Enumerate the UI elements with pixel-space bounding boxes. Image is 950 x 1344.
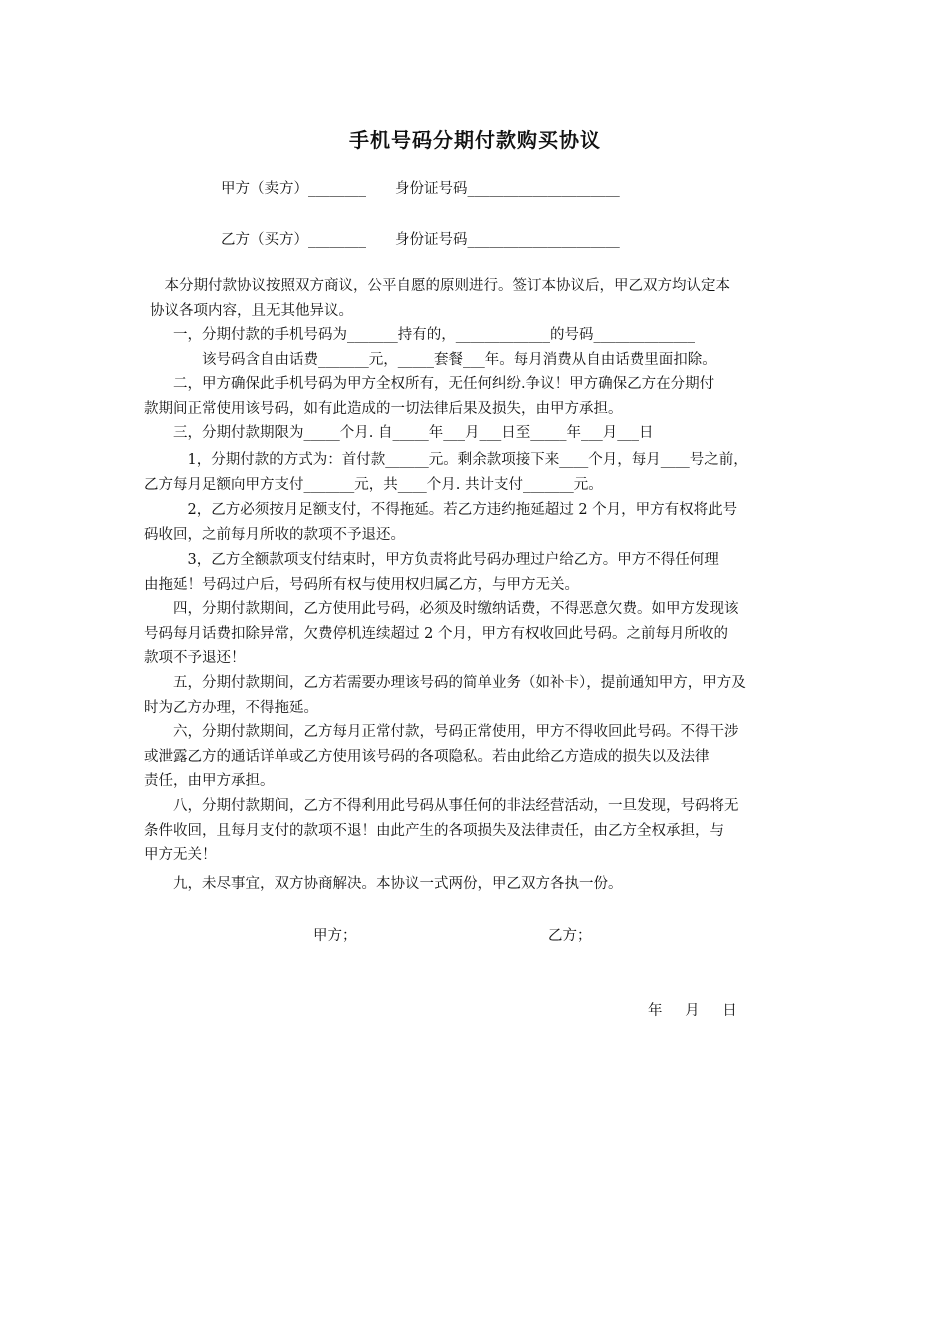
text-line: 1，分期付款的方式为：首付款______元。剩余款项接下来____个月，每月____号之前， [144, 452, 748, 468]
date-month-label: 月 [685, 1003, 700, 1019]
text-line: 或泄露乙方的通话详单或乙方使用该号码的各项隐私。若由此给乙方造成的损失以及法律 [144, 748, 710, 765]
text-line: 时为乙方办理，不得拖延。 [144, 699, 318, 716]
signature-party-a: 甲方； [313, 928, 357, 944]
date-day-label: 日 [722, 1003, 737, 1019]
text-line: 款期间正常使用该号码，如有此造成的一切法律后果及损失，由甲方承担。 [144, 400, 623, 417]
signing-date [648, 999, 755, 1020]
sub-clause-3 [144, 548, 814, 597]
text-line: 条件收回，且每月支付的款项不退！由此产生的各项损失及法律责任，由乙方全权承担，与 [144, 822, 724, 839]
text-line: 3，乙方全额款项支付结束时，甲方负责将此号码办理过户给乙方。甲方不得任何理 [144, 552, 719, 568]
text-line: 该号码含自由话费_______元，_____套餐___年。每月消费从自由话费里面扣除。 [144, 351, 717, 368]
sub-clause-2 [144, 498, 814, 547]
party-a-line: 甲方（卖方）________ 身份证号码_____________________ [221, 181, 620, 197]
text-line: 二，甲方确保此手机号码为甲方全权所有，无任何纠纷.争议！甲方确保乙方在分期付 [144, 376, 715, 392]
clause-3 [144, 421, 814, 446]
clause-6 [144, 720, 814, 794]
text-line: 三，分期付款期限为_____个月. 自_____年___月___日至_____年___月___日 [144, 425, 654, 441]
clause-2 [144, 372, 814, 421]
clause-5 [144, 671, 814, 720]
text-line: 乙方每月足额向甲方支付_______元，共____个月. 共计支付_______元。 [144, 476, 603, 493]
text-line: 五，分期付款期间，乙方若需要办理该号码的简单业务（如补卡），提前通知甲方，甲方及 [144, 675, 746, 691]
text-line: 协议各项内容，且无其他异议。 [150, 302, 353, 319]
text-line: 本分期付款协议按照双方商议，公平自愿的原则进行。签订本协议后，甲乙双方均认定本 [150, 278, 730, 294]
text-line: 责任，由甲方承担。 [144, 773, 275, 789]
text-line: 号码每月话费扣除异常，欠费停机连续超过 2 个月，甲方有权收回此号码。之前每月所收的 [144, 625, 728, 642]
text-line: 款项不予退还！ [144, 650, 246, 666]
text-line: 六，分期付款期间，乙方每月正常付款，号码正常使用，甲方不得收回此号码。不得干涉 [144, 724, 739, 740]
date-year-label: 年 [648, 1003, 663, 1019]
text-line: 九，未尽事宜，双方协商解决。本协议一式两份，甲乙双方各执一份。 [144, 876, 623, 892]
party-b-line: 乙方（买方）________ 身份证号码_____________________ [221, 232, 620, 248]
text-line: 由拖延！号码过户后，号码所有权与使用权归属乙方，与甲方无关。 [144, 576, 579, 593]
clause-8 [144, 794, 814, 868]
clause-1 [144, 323, 814, 372]
text-line: 甲方无关！ [144, 847, 217, 863]
clause-9 [144, 872, 814, 897]
intro-paragraph [150, 274, 820, 323]
text-line: 2，乙方必须按月足额支付，不得拖延。若乙方违约拖延超过 2 个月，甲方有权将此号 [144, 502, 738, 518]
clause-4 [144, 597, 814, 671]
text-line: 码收回，之前每月所收的款项不予退还。 [144, 526, 405, 543]
signature-party-b: 乙方； [548, 928, 592, 944]
text-line: 八，分期付款期间，乙方不得利用此号码从事任何的非法经营活动，一旦发现，号码将无 [144, 798, 739, 814]
text-line: 四，分期付款期间，乙方使用此号码，必须及时缴纳话费，不得恶意欠费。如甲方发现该 [144, 601, 739, 617]
sub-clause-1 [144, 448, 814, 497]
text-line: 一，分期付款的手机号码为_______持有的，_____________的号码______________ [144, 327, 695, 343]
document-title: 手机号码分期付款购买协议 [349, 128, 601, 152]
